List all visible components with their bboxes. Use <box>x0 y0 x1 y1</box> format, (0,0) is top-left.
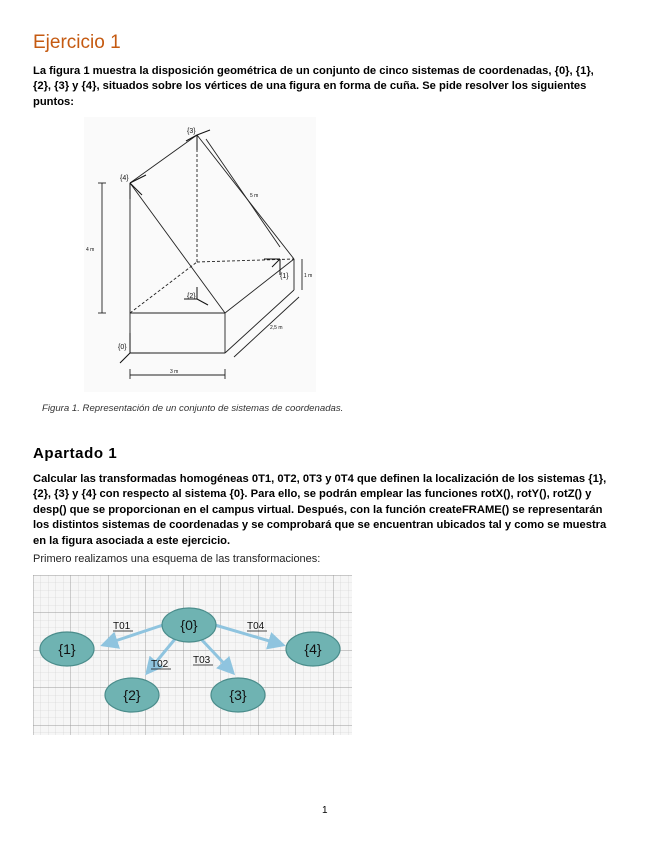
frame-label-1: {1} <box>280 273 289 280</box>
figure-wedge <box>84 117 316 392</box>
section-heading: Apartado 1 <box>33 445 118 462</box>
transform-scheme <box>33 575 352 735</box>
section-body: Calcular las transformadas homogéneas 0T1, 0T2, 0T3 y 0T4 que definen la localización de los sistemas {1}, {2}, {3} y {4} con respecto al sistema {0}. Para ello, se podrán emplear las funciones rotX(), rotY(), rotZ() y desp() que se proporcionan en el campus virtual. Después, con la función createFRAME() se representarán los distintos sistemas de coordenadas y se comprobará que se encuentran ubicados tal y como se muestra en la figura asociada a este ejercicio. <box>33 473 607 547</box>
edge-label-t02: T02 <box>151 659 169 670</box>
dim-label-5m: 5 m <box>250 193 259 199</box>
node-label-0: {0} <box>180 617 198 633</box>
frame-axes <box>120 130 280 363</box>
dim-label-4m: 4 m <box>86 247 95 253</box>
edge-label-t01: T01 <box>113 621 131 632</box>
frame-label-4: {4} <box>120 175 129 182</box>
frame-label-3: {3} <box>187 128 196 135</box>
wedge-drawing <box>98 135 302 379</box>
dim-label-1m: 1 m <box>304 273 313 279</box>
exercise-title: Ejercicio 1 <box>33 32 121 53</box>
dim-label-3m: 3 m <box>170 369 179 375</box>
intro-paragraph: La figura 1 muestra la disposición geométrica de un conjunto de cinco sistemas de coordenadas, {0}, {1}, {2}, {3} y {4}, situados sobre los vértices de una figura en forma de cuña. Se pide resolver los siguientes puntos: <box>33 65 594 108</box>
dim-label-2-5m: 2,5 m <box>270 325 283 331</box>
node-label-2: {2} <box>123 687 141 703</box>
figure-caption: Figura 1. Representación de un conjunto de sistemas de coordenadas. <box>42 403 344 414</box>
frame-label-2: {2} <box>187 293 196 300</box>
node-label-4: {4} <box>304 641 322 657</box>
section-note: Primero realizamos una esquema de las transformaciones: <box>33 553 321 565</box>
edge-label-t04: T04 <box>247 621 265 632</box>
page-number: 1 <box>322 805 328 816</box>
edge-label-t03: T03 <box>193 655 211 666</box>
node-label-3: {3} <box>229 687 247 703</box>
frame-label-0: {0} <box>118 344 127 351</box>
node-label-1: {1} <box>58 641 76 657</box>
